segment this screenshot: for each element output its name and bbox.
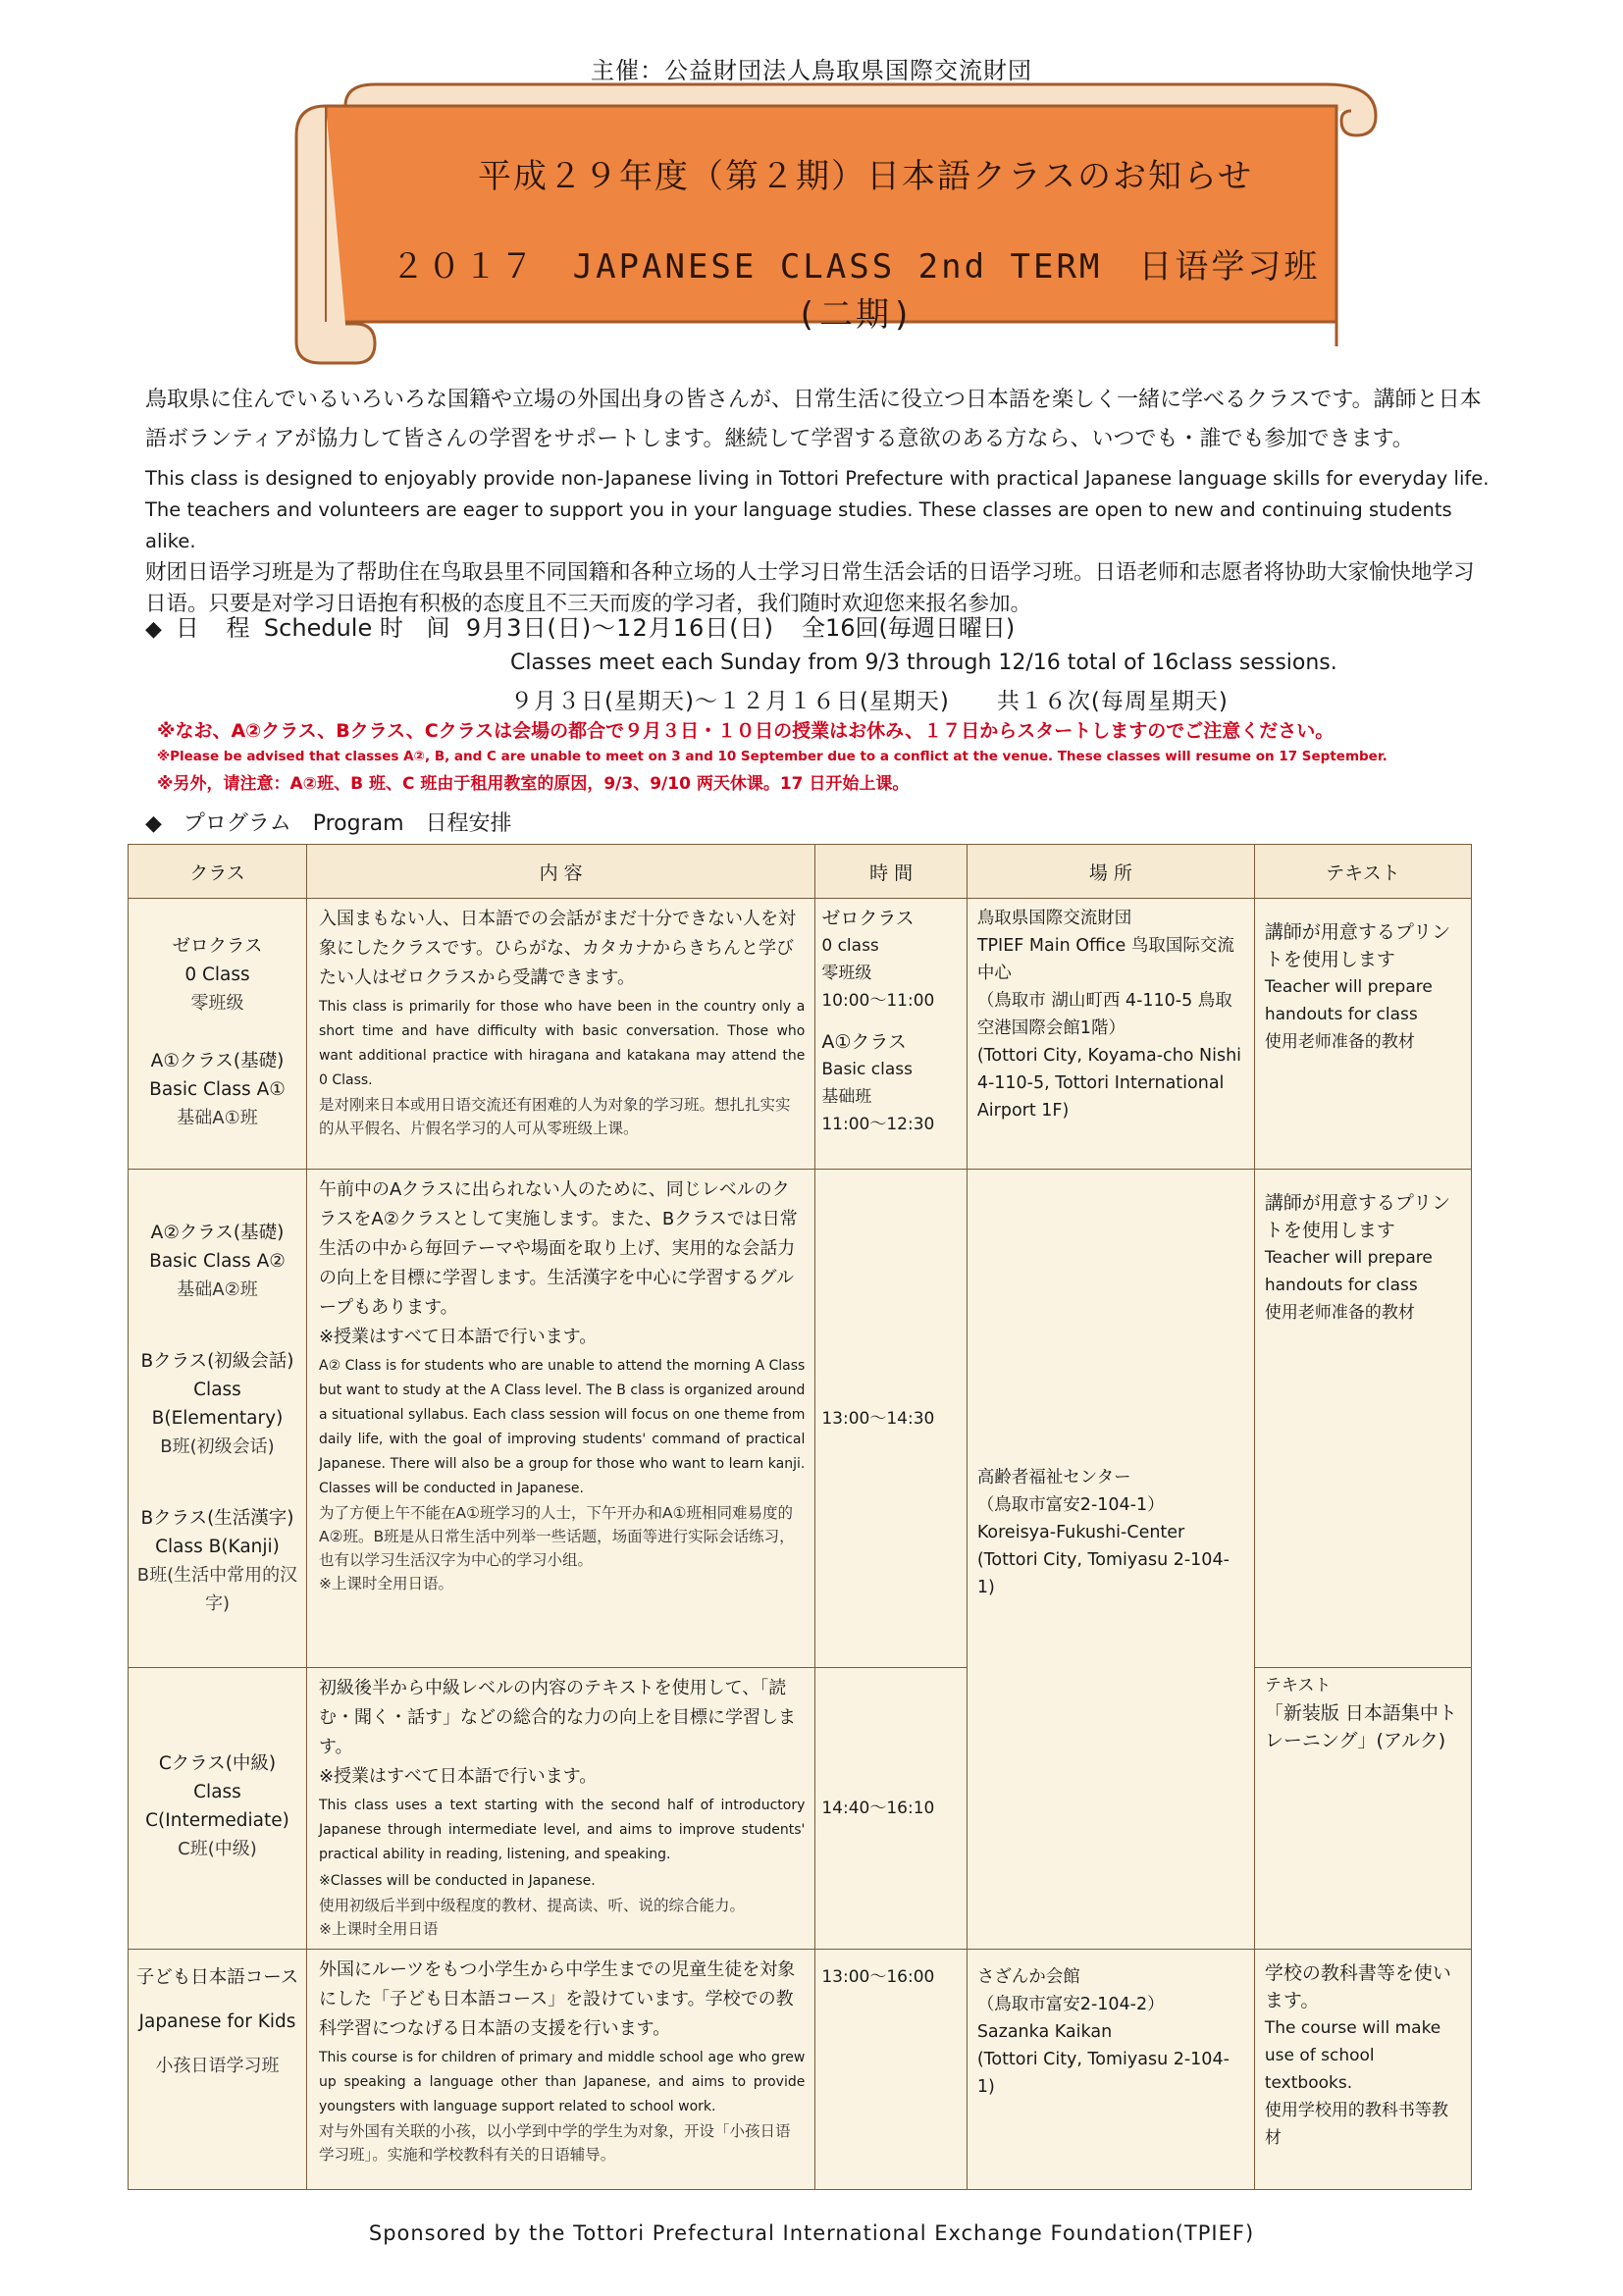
class-name-ja: Cクラス(中級) — [158, 1753, 277, 1774]
text-zh: 使用学校用的教科书等教材 — [1264, 2101, 1448, 2148]
place-name: さざんか会館 — [976, 1967, 1080, 1987]
place-address-ja: （鳥取市富安2-104-2） — [976, 1995, 1165, 2014]
place-name: 鳥取県国際交流財団 — [976, 909, 1132, 928]
place-address-en: (Tottori City, Tomiyasu 2-104-1) — [976, 1550, 1230, 1597]
content-en-note: ※Classes will be conducted in Japanese. — [318, 1873, 596, 1889]
class-name-en: 0 Class — [184, 965, 250, 985]
content-zh: 是对刚来日本或用日语交流还有困难的人为对象的学习班。想扎扎实实的从平假名、片假名学习的人可从零班级上课。 — [318, 1096, 791, 1137]
content-zh-note: ※上课时全用日语 — [318, 1920, 439, 1938]
content-ja: 外国にルーツをもつ小学生から中学生までの児童生徒を対象にした「子ども日本語コース」を設けています。学校での教科学習につなげる日本語の支援を行います。 — [318, 1959, 796, 2039]
class-name-zh: B班(生活中常用的汉字) — [136, 1565, 298, 1614]
time-value: 10:00～11:00 — [821, 991, 935, 1011]
schedule-total: 全16回(毎週日曜日) — [802, 614, 1016, 642]
header-class: クラス — [129, 845, 307, 899]
content-ja-note: ※授業はすべて日本語で行います。 — [318, 1766, 598, 1787]
program-heading-ja: プログラム — [183, 811, 291, 836]
text-cell — [1254, 899, 1471, 1170]
organizer-line: 主催：公益財団法人鳥取県国際交流財団 — [591, 57, 1032, 84]
class-name-en: Class B(Kanji) — [155, 1537, 280, 1557]
content-ja: 入国まもない人、日本語での会話がまだ十分できない人を対象にしたクラスです。ひらがな、カタカナからきちんと学びたい人はゼロクラスから受講できます。 — [318, 909, 796, 988]
text-label: テキスト — [1264, 1676, 1332, 1696]
table-row — [129, 899, 1472, 1170]
class-name-zh: 基础A①班 — [177, 1108, 258, 1128]
text-ja: 「新装版 日本語集中トレーニング」(アルク) — [1264, 1702, 1457, 1751]
place-name-en: Koreisya-Fukushi-Center — [976, 1523, 1185, 1542]
text-cell — [1254, 1950, 1471, 2190]
table-row — [129, 1170, 1472, 1668]
schedule-section — [145, 608, 1519, 715]
time-label: 基础班 — [821, 1087, 872, 1107]
content-ja-note: ※授業はすべて日本語で行います。 — [318, 1327, 598, 1347]
header-time: 時 間 — [815, 845, 967, 899]
class-name-en: Basic Class A② — [149, 1251, 286, 1272]
content-zh: 对与外国有关联的小孩，以小学到中学的学生为对象，开设「小孩日语学习班」。实施和学校教科有关的日语辅导。 — [318, 2122, 791, 2164]
content-cell — [306, 1170, 814, 1668]
class-cell — [129, 1668, 307, 1950]
notice-japanese: ※なお、A②クラス、Bクラス、Cクラスは会場の都合で９月３日・１０日の授業はお休み、１７日からスタートしますのでご注意ください。 — [157, 720, 1335, 742]
place-address-en: (Tottori City, Tomiyasu 2-104-1) — [976, 2050, 1230, 2097]
banner-subtitle: ２０１７ JAPANESE CLASS 2nd TERM 日语学习班(二期) — [391, 247, 1321, 335]
place-address-en: (Tottori City, Koyama-cho Nishi 4-110-5, Tottori International Airport 1F) — [976, 1046, 1242, 1121]
content-cell — [306, 899, 814, 1170]
class-name-en: Class C(Intermediate) — [145, 1782, 289, 1831]
table-row — [129, 1668, 1472, 1950]
text-zh: 使用老师准备的教材 — [1264, 1303, 1415, 1323]
intro-chinese: 财团日语学习班是为了帮助住在鸟取县里不同国籍和各种立场的人士学习日常生活会话的日语学习班。日语老师和志愿者将协助大家愉快地学习日语。只要是对学习日语抱有积极的态度且不三天而废的学习者，我们随时欢迎您来报名参加。 — [145, 560, 1475, 616]
intro-english: This class is designed to enjoyably provide non-Japanese living in Tottori Prefecture with practical Japanese language skills for everyday life. The teachers and volunteers are eager to support you in your language studies. These classes are open to new and continuing students alike. — [145, 467, 1490, 552]
time-cell — [815, 899, 967, 1170]
intro-japanese: 鳥取県に住んでいるいろいろな国籍や立場の外国出身の皆さんが、日常生活に役立つ日本語を楽しく一緒に学べるクラスです。講師と日本語ボランティアが協力して皆さんの学習をサポートします。継続して学習する意欲のある方なら、いつでも・誰でも参加できます。 — [145, 388, 1482, 451]
time-value: 11:00～12:30 — [821, 1115, 935, 1134]
place-cell — [967, 1950, 1254, 2190]
text-cell — [1254, 1170, 1471, 1668]
footer-sponsor: Sponsored by the Tottori Prefectural International Exchange Foundation(TPIEF) — [368, 2221, 1255, 2245]
text-en: The course will make use of school textbooks. — [1264, 2018, 1441, 2093]
time-cell — [815, 1170, 967, 1668]
content-en: This class is primarily for those who have been in the country only a short time and have difficulty with basic conversation. Those who want additional practice with hiragana and katakana may attend the 0 Class. — [318, 999, 806, 1088]
class-cell — [129, 1170, 307, 1668]
program-table — [128, 844, 1472, 2190]
program-heading-en: Program — [312, 811, 404, 836]
text-ja: 学校の教科書等を使います。 — [1264, 1962, 1451, 2011]
schedule-heading-en: Schedule — [263, 614, 373, 642]
class-name-ja: Bクラス(初級会話) — [140, 1351, 294, 1372]
place-name-en: Sazanka Kaikan — [976, 2022, 1113, 2042]
place-cell — [967, 899, 1254, 1170]
time-value: 14:40～16:10 — [821, 1799, 935, 1818]
class-name-ja: 子ども日本語コース — [135, 1967, 299, 1988]
header-content: 内 容 — [306, 845, 814, 899]
table-row — [129, 1950, 1472, 2190]
text-en: Teacher will prepare handouts for class — [1264, 1248, 1433, 1295]
header-text: テキスト — [1254, 845, 1471, 899]
schedule-time-label: 时 间 — [379, 614, 458, 642]
program-heading-zh: 日程安排 — [425, 811, 512, 836]
class-cell — [129, 899, 307, 1170]
header-place: 場 所 — [967, 845, 1254, 899]
text-ja: 講師が用意するプリントを使用します — [1264, 921, 1451, 970]
class-cell — [129, 1950, 307, 2190]
time-label: ゼロクラス — [821, 908, 915, 929]
time-value: 13:00～14:30 — [821, 1408, 935, 1429]
place-name: 高齢者福祉センター — [976, 1468, 1131, 1487]
class-name-zh: 小孩日语学习班 — [155, 2056, 280, 2076]
text-en: Teacher will prepare handouts for class — [1264, 977, 1433, 1024]
class-name-en: Basic Class A① — [149, 1079, 286, 1100]
text-ja: 講師が用意するプリントを使用します — [1264, 1192, 1451, 1241]
banner-title: 平成２９年度（第２期）日本語クラスのお知らせ — [478, 157, 1253, 196]
class-name-ja: Bクラス(生活漢字) — [140, 1508, 294, 1529]
class-name-en: Class B(Elementary) — [151, 1380, 284, 1429]
content-ja: 午前中のAクラスに出られない人のために、同じレベルのクラスをA②クラスとして実施します。また、Bクラスでは日常生活の中から毎回テーマや場面を取り上げ、実用的な会話力の向上を目標に学習します。生活漢字を中心に学習するグループもあります。 — [318, 1179, 798, 1318]
content-en: This course is for children of primary and middle school age who grew up speaking a language other than Japanese, and aims to provide youngsters with language support related to school work. — [318, 2050, 806, 2114]
schedule-chinese: ９月３日(星期天)～１２月１６日(星期天) 共１６次(每周星期天) — [510, 689, 1229, 714]
content-cell — [306, 1668, 814, 1950]
time-label: 0 class — [821, 936, 879, 956]
class-name-zh: C班(中级) — [178, 1839, 257, 1859]
class-name-en: Japanese for Kids — [138, 2011, 296, 2032]
class-name-ja: A①クラス(基礎) — [150, 1051, 285, 1071]
place-address-ja: （鳥取市富安2-104-1） — [976, 1495, 1165, 1515]
content-zh: 使用初级后半到中级程度的教材、提高读、听、说的综合能力。 — [318, 1897, 745, 1914]
place-cell — [967, 1170, 1254, 1950]
time-label: 零班级 — [821, 964, 872, 983]
time-label: Basic class — [821, 1060, 913, 1079]
class-name-ja: A②クラス(基礎) — [150, 1223, 285, 1243]
schedule-english: Classes meet each Sunday from 9/3 through 12/16 total of 16class sessions. — [510, 651, 1337, 675]
class-name-zh: 零班级 — [190, 993, 244, 1014]
time-cell — [815, 1950, 967, 2190]
content-en: This class uses a text starting with the second half of introductory Japanese through intermediate level, and aims to improve students' practical ability in reading, listening, and speaking. — [318, 1798, 806, 1862]
content-zh-note: ※上课时全用日语。 — [318, 1575, 453, 1592]
diamond-bullet-icon: ◆ — [145, 617, 162, 642]
class-name-zh: 基础A②班 — [177, 1279, 258, 1300]
time-label: A①クラス — [821, 1031, 907, 1053]
program-heading — [145, 807, 534, 837]
notice-english: ※Please be advised that classes A②, B, and C are unable to meet on 3 and 10 September due to a conflict at the venue. These classes will resume on 17 September. — [157, 749, 1387, 764]
time-cell — [815, 1668, 967, 1950]
content-en: A② Class is for students who are unable to attend the morning A Class but want to study at the A Class level. The B class is organized around a situational syllabus. Each class session will focus on one theme from daily life, with the goal of improving students' command of practical Japanese. There will also be a group for those who want to learn kanji. Classes will be conducted in Japanese. — [318, 1358, 806, 1496]
text-zh: 使用老师准备的教材 — [1264, 1032, 1415, 1052]
schedule-range: 9月3日(日)～12月16日(日) — [465, 614, 774, 642]
class-name-zh: B班(初级会话) — [160, 1436, 275, 1457]
place-name-en: TPIEF Main Office 鸟取国际交流中心 — [976, 936, 1234, 983]
content-ja: 初級後半から中級レベルの内容のテキストを使用して、「読む・聞く・話す」などの総合的な力の向上を目標に学習します。 — [318, 1678, 796, 1757]
table-header-row — [129, 845, 1472, 899]
content-zh: 为了方便上午不能在A①班学习的人士，下午开办和A①班相同难易度的A②班。B班是从日常生活中列举一些话题，场面等进行实际会话练习，也有以学习生活汉字为中心的学习小组。 — [318, 1504, 795, 1569]
content-cell — [306, 1950, 814, 2190]
class-name-ja: ゼロクラス — [172, 936, 263, 957]
title-banner — [287, 77, 1397, 371]
place-address-ja: （鳥取市 湖山町西 4-110-5 鳥取空港国際会館1階） — [976, 991, 1232, 1038]
notice-chinese: ※另外，请注意：A②班、B 班、C 班由于租用教室的原因，9/3、9/10 两天休课。17 日开始上课。 — [157, 774, 910, 794]
diamond-bullet-icon: ◆ — [145, 811, 162, 836]
intro-section — [145, 381, 1490, 620]
schedule-heading-ja: 日 程 — [175, 614, 260, 642]
time-value: 13:00～16:00 — [821, 1967, 935, 1987]
text-cell — [1254, 1668, 1471, 1950]
